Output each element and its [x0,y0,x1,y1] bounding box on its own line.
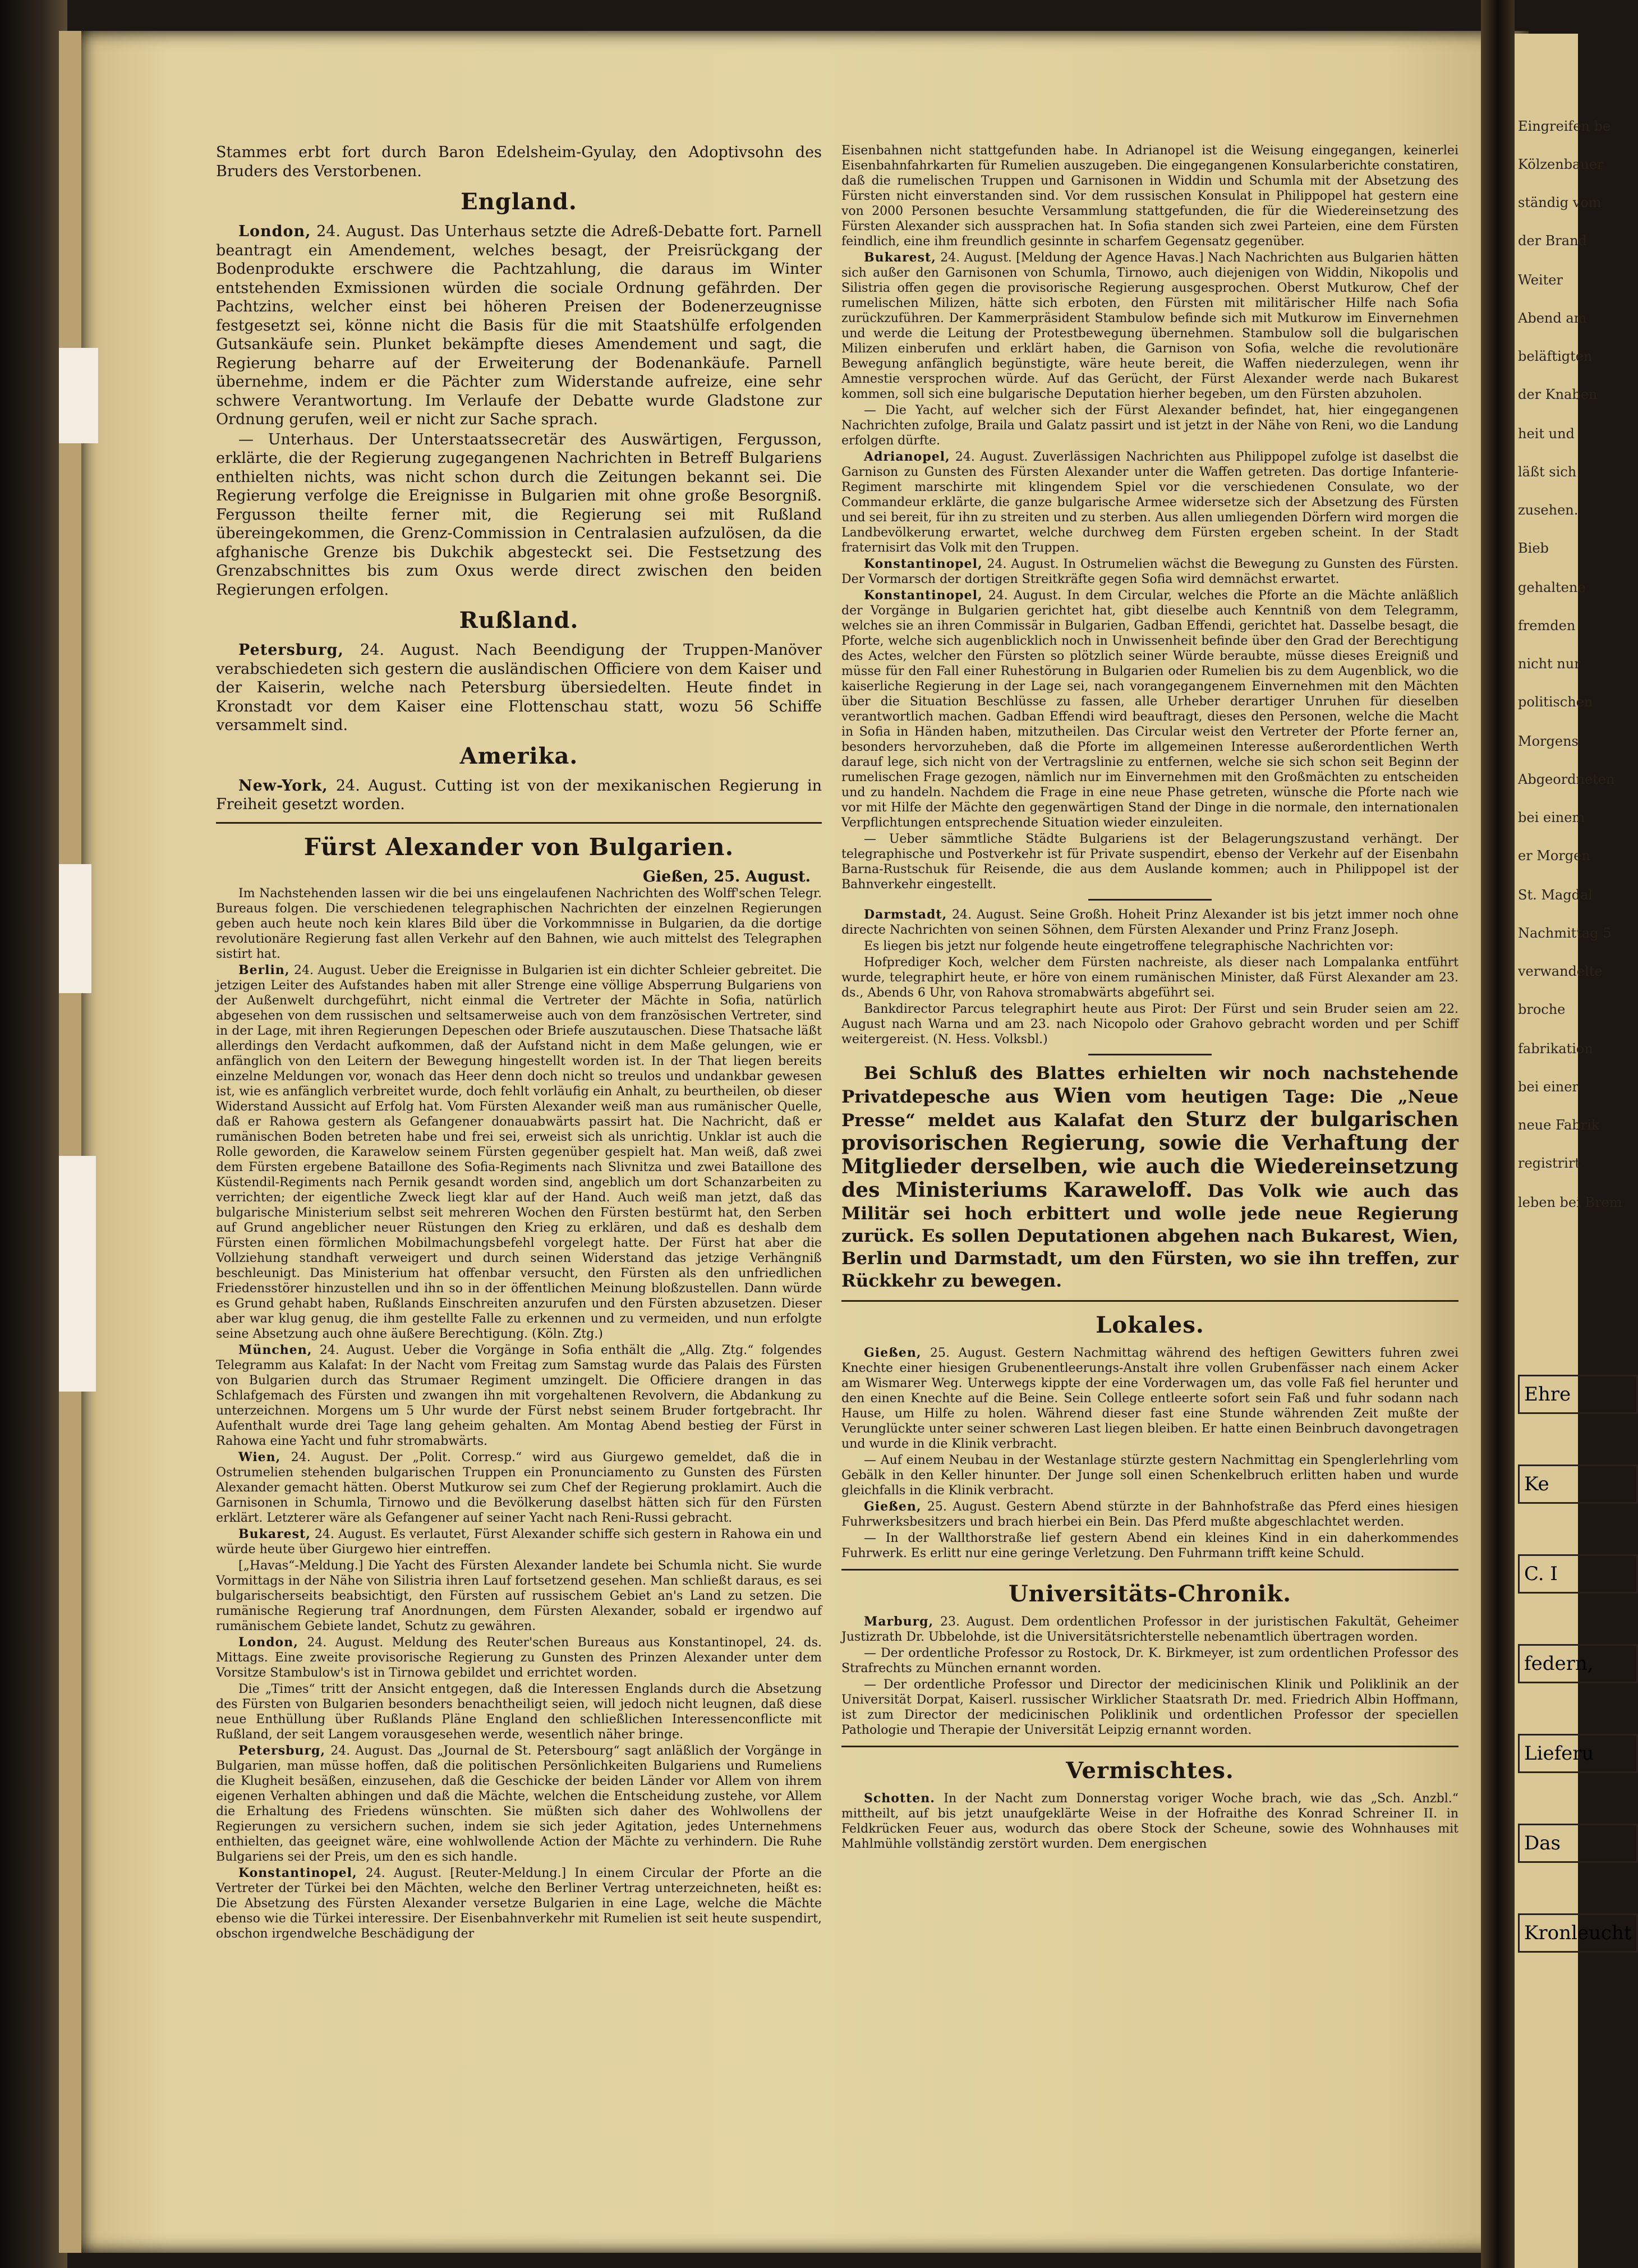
late-dispatch: Bei Schluß des Blattes erhielten wir noch nachstehende Privatdepesche aus Wien vom heutigen Tage: Die „Neue Presse“ meldet aus Kalafat den Sturz der bulgarischen provisorischen Regierung, sowie die Verhaftung der Mitglieder derselben, wie auch die Wiedereinsetzung des Ministeriums Karaweloff. Das Volk wie auch das Militär sei hoch erbittert und wolle jede neue Regierung zurück. Es sollen Deputationen abgehen nach Bukarest, Wien, Berlin und Darmstadt, um den Fürsten, wo sie ihn treffen, zur Rückkehr zu bewegen. [841,1063,1458,1291]
facing-page-fragment: Weiter [1518,272,1563,288]
article-london: London, 24. August. Das Unterhaus setzte die Adreß-Debatte fort. Parnell beantragt ein Amendement, welches besagt, der Preisrückgang der Bodenprodukte erschwere die Pachtzahlung, die daraus im Winter entstehenden Exmissionen würden die sociale Ordnung gefährden. Der Pachtzins, welcher einst bei höheren Preisen der Bodenerzeugnisse festgesetzt sei, könne nicht die Basis für die mit Staatshülfe erfolgenden Gutsankäufe sein. Plunket bekämpfte dieses Amendement und sagt, die Regierung beharre auf der Erweiterung der Bodenankäufe. Parnell übernehme, indem er die Pächter zum Widerstande aufreize, eine sehr schwere Verantwortung. Im Verlaufe der Debatte wurde Gladstone zur Ordnung gerufen, weil er nicht zur Sache sprach. [216,223,822,428]
book-gutter [1481,0,1515,2268]
facing-page-fragment: politischen [1518,694,1593,710]
article-newyork: New-York, 24. August. Cutting ist von der mexikanischen Regierung in Freiheit gesetzt worden. [216,777,822,813]
facing-page-fragment: verwandelte [1518,963,1603,979]
facing-page-fragment: ständig vom [1518,195,1602,210]
intro-text: Stammes erbt fort durch Baron Edelsheim-Gyulay, den Adoptivsohn des Bruders des Verstorbenen. [216,144,822,180]
facing-page-ad: Ke [1518,1464,1638,1504]
facing-page-ad: federn, [1518,1644,1638,1683]
facing-page-ad: Das [1518,1824,1638,1863]
rule [1088,1054,1212,1055]
heading-universitaets-chronik: Universitäts-Chronik. [1008,1581,1292,1607]
facing-page-fragment: Bieb [1518,540,1549,556]
facing-page-fragment: heit und [1518,426,1575,442]
facing-page-fragment: nicht nur [1518,656,1581,672]
left-column [216,143,822,1943]
heading-lokales: Lokales. [1096,1312,1204,1338]
facing-page-fragment: fabrikation [1518,1041,1593,1057]
article-unterhaus: — Unterhaus. Der Unterstaatssecretär des Auswärtigen, Fergusson, erklärte, die der Regierung zugegangenen Nachrichten in Betreff Bulgariens enthielten nichts, was nicht schon durch die Zeitungen bekannt sei. Die Regierung verfolge die Ereignisse in Bulgarien mit ohne große Besorgniß. Fergusson theilte ferner mit, die Regierung sei mit Rußland übereingekommen, die Grenz-Commission in Centralasien aufzulösen, da die afghanische Grenze bis Dukchik abgesteckt sei. Die Festsetzung des Grenzabschnittes bis zum Oxus werde direct zwischen den beiden Regierungen erfolgen. [216,430,822,599]
rule [1088,899,1212,901]
facing-page-fragment: gehaltene [1518,580,1586,595]
heading-russland: Rußland. [459,607,579,633]
facing-page-text-fragments [1518,118,1622,1232]
facing-page-fragment: der Brand [1518,233,1587,249]
dateline: London, [238,223,311,240]
facing-page-fragment: bei einem [1518,810,1585,825]
facing-page-fragment: zusehen. [1518,502,1579,518]
torn-edge-1 [59,348,98,443]
heading-bulgarien: Fürst Alexander von Bulgarien. [303,833,734,861]
facing-page-fragment: Abgeordneten [1518,772,1615,787]
torn-edge-2 [59,864,91,993]
heading-amerika: Amerika. [459,742,578,769]
facing-page-ad: Kronleucht [1518,1913,1638,1953]
facing-page-fragment: neue Fabrik [1518,1117,1600,1133]
facing-page-fragment: leben bei Brem [1518,1195,1622,1210]
section-rule [216,822,822,824]
right-column: Eisenbahnen nicht stattgefunden habe. In Adrianopel ist die Weisung eingegangen, keinerlei Eisenbahnfahrkarten für Rumelien auszugeben. Die eingegangenen Konsularberichte constatiren, daß die rumelischen Truppen und Garnisonen in Widdin und Schumla mit der Absetzung des Fürsten nicht einverstanden sind. Vor dem russischen Konsulat in Philippopel hat gestern eine von 2000 Personen besuchte Versammlung stattgefunden, die für die Wiedereinsetzung des Fürsten Alexander sich aussprachen hat. In Sofia standen sich zwei Parteien, eine dem Fürsten feindlich, eine ihm freundlich gesinnte in scharfem Gegensatz gegenüber. Bukarest, 24. August. [Meldung der Agence Havas.] Nach Nachrichten aus Bulgarien hätten sich außer den Garnisonen von Schumla, Tirnowo, auch diejenigen von Widdin, Nikopolis und Silistria offen gegen die provisorische Regierung ausgesprochen. Oberst Mutkurow, Chef der rumelischen Milizen, hätte sich erboten, den Fürsten mit militärischer Hilfe nach Sofia zurückzuführen. Der Kammerpräsident Stambulow befinde sich mit Mutkurow im Einvernehmen und werde die Leitung der Protestbewegung übernehmen. Stambulow soll die bulgarischen Milizen einberufen und erklärt haben, die Garnison von Sofia, welche die revolutionäre Bewegung anfänglich begünstigte, wäre heute bereit, die Waffen niederzulegen, wenn ihr Amnestie versprochen würde. Auf das Gerücht, der Fürst Alexander werde nach Bukarest kommen, soll sich eine bulgarische Deputation hierher begeben, um den Fürsten abzuholen. — Die Yacht, auf welcher sich der Fürst Alexander befindet, hat, hier eingegangenen Nachrichten zufolge, Braila und Galatz passirt und ist jetzt in der Nähe von Reni, wo die Landung erfolgen dürfte. Adrianopel, 24. August. Zuverlässigen Nachrichten aus Philippopel zufolge ist daselbst die Garnison zu Gunsten des Fürsten Alexander unter die Waffen getreten. Das dortige Infanterie-Regiment marschirte mit klingendem Spiel vor die verschiedenen Consulate, wo der Commandeur erklärte, die ganze bulgarische Armee widersetze sich der Absetzung des Fürsten und sei bereit, für ihn zu streiten und zu sterben. Aus allen umliegenden Dörfern wird morgen die Landbevölkerung erwartet, welche durchweg dem Fürsten ergeben scheint. In der Stadt fraternisirt das Volk mit den Truppen. Konstantinopel, 24. August. In Ostrumelien wächst die Bewegung zu Gunsten des Fürsten. Der Vormarsch der dortigen Streitkräfte gegen Sofia wird demnächst erwartet. Konstantinopel, 24. August. In dem Circular, welches die Pforte an die Mächte anläßlich der Vorgänge in Bulgarien gerichtet hat, gibt dieselbe auch Kenntniß von dem Telegramm, welches sie an ihren Commissär in Bulgarien, Gadban Effendi, gerichtet hat. Dasselbe besagt, die Pforte, welche sich augenblicklich noch in Unwissenheit befinde über den Grad der Berechtigung des Actes, welcher den Fürsten so plötzlich seiner Würde beraubte, müsse dieses Ereigniß und müsse für den Fall einer Ruhestörung in Bulgarien oder Rumelien bis zu dem Augenblick, wo die kaiserliche Regierung in der Lage sei, nach vorangegangenem Einvernehmen mit den Mächten über die Situation Beschlüsse zu fassen, alle Urheber derartiger Unruhen für dieselben verantwortlich machen. Gadban Effendi wird beauftragt, dieses den Personen, welche die Macht in Sofia in Händen haben, mitzutheilen. Das Circular weist den Vertreter der Pforte ferner an, besonders hervorzuheben, daß die Pforte im allgemeinen Interesse außerordentlichen Werth darauf lege, sich nicht von der Vertragslinie zu entfernen, welche sie sich schon seit Beginn der rumelischen Frage gezogen, nämlich nur im Einvernehmen mit den Großmächten zu entscheiden und zu handeln. Nachdem die Frage in eine neue Phase getreten, wünsche die Pforte nach wie vor mit Hilfe der Mächte den gegenwärtigen Stand der Dinge in die normale, den internationalen Verpflichtungen entsprechende Situation wieder einzuleiten. — Ueber sämmtliche Städte Bulgariens ist der Belagerungszustand verhängt. Der telegraphische und Postverkehr ist für Private suspendirt, ebenso der Verkehr auf der Eisenbahn Barna-Rustschuk für Reisende, die aus dem Auslande kommen; auch in Philippopel ist der Bahnverkehr eingestellt. Darmstadt, 24. August. Seine Großh. Hoheit Prinz Alexander ist bis jetzt immer noch ohne directe Nachrichten von seinen Söhnen, dem Fürsten Alexander und Prinz Franz Joseph. Es liegen bis jetzt nur folgende heute eingetroffene telegraphische Nachrichten vor: Hofprediger Koch, welcher dem Fürsten nachreiste, als dieser nach Lompalanka entführt wurde, telegraphirt heute, er höre von einem rumänischen Minister, daß Fürst Alexander am 23. ds., Abends 6 Uhr, von Rahova stromabwärts abgeführt sei. Bankdirector Parcus telegraphirt heute aus Pirot: Der Fürst und sein Bruder seien am 22. August nach Warna und am 23. nach Nicopolo oder Grahovo gebracht worden und per Schiff weitergereist. (N. Hess. Volksbl.) Bei Schluß des Blattes erhielten wir noch nachstehende Privatdepesche aus Wien vom heutigen Tage: Die „Neue Presse“ meldet aus Kalafat den Sturz der bulgarischen provisorischen Regierung, sowie die Verhaftung der Mitglieder derselben, wie auch die Wiedereinsetzung des Ministeriums Karaweloff. Das Volk wie auch das Militär sei hoch erbittert und wolle jede neue Regierung zurück. Es sollen Deputationen abgehen nach Bukarest, Wien, Berlin und Darmstadt, um den Fürsten, wo sie ihn treffen, zur Rückkehr zu bewegen. Lokales. Gießen, 25. August. Gestern Nachmittag während des heftigen Gewitters fuhren zwei Knechte einer hiesigen Grubenentleerungs-Anstalt ihre vollen Grubenfässer nach einem Acker am Wismarer Weg. Unterwegs kippte der eine Vorderwagen um, das volle Faß fiel herunter und den einen Knechte auf die Beine. Sein College entleerte sofort sein Faß und fuhr sodann nach Hause, um Hilfe zu holen. Während dieser fast eine Stunde währenden Zeit mußte der Verunglückte unter seiner schweren Last liegen bleiben. Er hatte einen Beinbruch davongetragen und wurde in die Klinik verbracht. — Auf einem Neubau in der Westanlage stürzte gestern Nachmittag ein Spenglerlehrling vom Gebälk in den Keller hinunter. Der Junge soll einen Schenkelbruch erlitten haben und wurde gleichfalls in die Klinik verbracht. Gießen, 25. August. Gestern Abend stürzte in der Bahnhofstraße das Pferd eines hiesigen Fuhrwerksbesitzers und brach hierbei ein Bein. Das Pferd mußte abgeschlachtet werden. — In der Wallthorstraße lief gestern Abend ein kleines Kind in ein daherkommendes Fuhrwerk. Es erlitt nur eine geringe Verletzung. Den Fuhrmann trifft keine Schuld. Universitäts-Chronik. Marburg, 23. August. Dem ordentlichen Professor in der juristischen Fakultät, Geheimer Justizrath Dr. Ubbelohde, ist die Universitätsrichterstelle nebenamtlich übertragen worden. — Der ordentliche Professor zu Rostock, Dr. K. Birkmeyer, ist zum ordentlichen Professor des Strafrechts zu München ernannt worden. — Der ordentliche Professor und Director der medicinischen Klinik und Poliklinik an der Universität Dorpat, Kaiserl. russischer Wirklicher Staatsrath Dr. med. Friedrich Albin Hoffmann, ist zum Director der medicinischen Poliklinik und ordentlichen Professor der speciellen Pathologie und Therapie der Universität Leipzig ernannt worden. Vermischtes. Schotten. In der Nacht zum Donnerstag voriger Woche brach, wie das „Sch. Anzbl.“ mittheilt, auf bis jetzt unaufgeklärte Weise in der Hofraithe des Konrad Schreiner II. in Feldkrücken Feuer aus, wodurch das obere Stock der Scheune, sowie des Wohnhauses mit Mahlmühle vollständig zerstört wurden. Dem energischen [841,144,1459,1851]
facing-page-ad: Ehre [1518,1375,1638,1414]
facing-page-ads [1518,1369,1638,2003]
facing-page-fragment: bei einer [1518,1079,1579,1095]
facing-page-fragment: der Knaben [1518,387,1598,402]
facing-page-fragment: Eingreifen be [1518,118,1611,134]
section-rule [841,1569,1458,1571]
section-rule [841,1300,1458,1302]
bulgarien-body: Im Nachstehenden lassen wir die bei uns eingelaufenen Nachrichten des Wolff'schen Telegr. Bureaus folgen. Die verschiedenen telegraphischen Nachrichten der einzelnen Regierungen geben auch heute noch kein klares Bild über die Vorkommnisse in Bulgarien, da die dortige revolutionäre Regierung fast allen Verkehr auf den Bahnen, wie auch mittelst des Telegraphen sistirt hat. Berlin, 24. August. Ueber die Ereignisse in Bulgarien ist ein dichter Schleier gebreitet. Die jetzigen Leiter des Aufstandes haben mit aller Strenge eine völlige Absperrung Bulgariens von der Außenwelt durchgeführt, nicht einmal die Vertreter der Mächte in Sofia, natürlich abgesehen von dem russischen und seltsamerweise auch von dem französischen Vertreter, sind in der Lage, mit ihren Regierungen Depeschen oder Briefe auszutauschen. Diese Thatsache läßt allerdings den Verdacht aufkommen, daß der Aufstand nicht in dem Maße gelungen, wie er anfänglich von den Leitern der Bewegung hingestellt worden ist. In der That liegen bereits einzelne Meldungen vor, wonach das Heer denn doch nicht so treulos und undankbar gewesen ist, wie es anfänglich verbreitet wurde, doch fehlt vorläufig ein Anhalt, zu beurtheilen, ob dieser Widerstand Aussicht auf Erfolg hat. Vom Fürsten Alexander weiß man aus rumänischer Quelle, daß er Rahowa gestern als Gefangener donauabwärts passirt hat. Die Nachricht, daß er rumänischen Boden betreten habe und frei sei, erweist sich als unrichtig. Unklar ist auch die Rolle geworden, die Karawelow seinem Fürsten gegenüber gespielt hat. Man weiß, daß zwei dem Fürsten ergebene Bataillone des Sofia-Regiments nach Slivnitza und zwei Bataillone des Küstendil-Regiments nach Pernik gesandt worden sind, angeblich um dort Schanzarbeiten zu verrichten; der eigentliche Zweck liegt klar auf der Hand. Auch weiß man jetzt, daß das bulgarische Ministerium selbst seit mehreren Wochen den Fürsten bestürmt hat, den Serben auf Grund angeblicher neuer Rüstungen den Krieg zu erklären, und daß es deshalb dem Fürsten einen förmlichen Mobilmachungsbefehl vorgelegt hatte. Der Fürst hat aber die Vollziehung standhaft verweigert und durch seinen Widerstand das jetzige Verhängniß beschleunigt. Das Ministerium hat offenbar versucht, den Fürsten als den unfriedlichen Friedensstörer hinzustellen und ihn so in der öffentlichen Meinung bloßzustellen. Dann würde es Grund gehabt haben, Rußlands Einschreiten anzurufen und den Fürsten abzusetzen. Dieser aber war klug genug, die ihm gestellte Falle zu erkennen und zu vermeiden, und nun erfolgte seine Absetzung auch ohne äußere Berechtigung. (Köln. Ztg.) München, 24. August. Ueber die Vorgänge in Sofia enthält die „Allg. Ztg.“ folgendes Telegramm aus Kalafat: In der Nacht vom Freitag zum Samstag wurde das Palais des Fürsten von Bulgarien durch das Strumaer Regiment umzingelt. Die Officiere drangen in das Schlafgemach des Fürsten und zwangen ihn mit vorgehaltenen Revolvern, die Abdankung zu unterzeichnen. Morgens um 5 Uhr wurde der Fürst nebst seinem Bruder fortgebracht. Ihr Aufenthalt wurde drei Tage lang geheim gehalten. Am Montag Abend bestieg der Fürst in Rahowa eine Yacht und fuhr stromabwärts. Wien, 24. August. Der „Polit. Corresp.“ wird aus Giurgewo gemeldet, daß die in Ostrumelien stehenden bulgarischen Truppen ein Pronunciamento zu Gunsten des Fürsten Alexander gemacht hätten. Oberst Mutkurow sei zum Chef der Regierung proklamirt. Auch die Garnisonen in Schumla, Tirnowo und die Bevölkerung daselbst hätten sich für den Fürsten erklärt. Letzterer wäre als Gefangener auf seiner Yacht nach Reni-Russi gebracht. Bukarest, 24. August. Es verlautet, Fürst Alexander schiffe sich gestern in Rahowa ein und würde heute über Giurgewo hier eintreffen. [„Havas“-Meldung.] Die Yacht des Fürsten Alexander landete bei Schumla nicht. Sie wurde Vormittags in der Nähe von Silistria ihren Lauf fortsetzend gesehen. Man schließt daraus, es sei bulgarischerseits beabsichtigt, den Fürsten auf russischem Gebiet an's Land zu setzen. Die rumänische Regierung traf Anordnungen, dem Fürsten Alexander, sobald er irgendwo auf rumänischem Gebiete landet, Schutz zu gewähren. London, 24. August. Meldung des Reuter'schen Bureaus aus Konstantinopel, 24. ds. Mittags. Eine zweite provisorische Regierung zu Gunsten des Prinzen Alexander unter dem Vorsitze Stambulow's ist in Tirnowa gebildet und errichtet worden. Die „Times“ tritt der Ansicht entgegen, daß die Interessen Englands durch die Absetzung des Fürsten von Bulgarien besonders benachtheiligt seien, will jedoch nicht leugnen, daß diese neue Enthüllung über Rußlands Pläne England den schließlichen Interessenconflicte mit Rußland, der seit Langem vorausgesehen werde, wesentlich näher bringe. Petersburg, 24. August. Das „Journal de St. Petersbourg“ sagt anläßlich der Vorgänge in Bulgarien, man müsse hoffen, daß die politischen Persönlichkeiten Bulgariens und Rumeliens die Klugheit besäßen, einzusehen, daß die Geschicke der beiden Länder vor Allem von ihrem eigenen Verhalten abhingen und daß die Mächte, welchen die Entscheidung zustehe, vor Allem die Erhaltung des Friedens wünschten. Sie müßten sich daher des Wohlwollens der Regierungen zu versichern suchen, indem sie sich jeder Agitation, jedes Unternehmens enthielten, das geeignet wäre, eine wohlwollende Action der Mächte zu verhindern. Die Ruhe Bulgariens sei der Preis, um den es sich handle. Konstantinopel, 24. August. [Reuter-Meldung.] In einem Circular der Pforte an die Vertreter der Türkei bei den Mächten, welche den Berliner Vertrag unterzeichneten, heißt es: Die Absetzung des Fürsten Alexander versetze Bulgarien in eine Lage, welche die Mächte ebenso wie die Türkei interessire. Der Eisenbahnverkehr mit Rumelien ist seit heute suspendirt, obschon irgendwelche Beschädigung der [216,887,822,1941]
facing-page-edge [1515,34,1632,2268]
facing-page-fragment: Abend am [1518,310,1587,326]
facing-page-ad: Lieferu [1518,1734,1638,1773]
facing-page-fragment: Morgens [1518,733,1579,749]
bulgarien-date: Gießen, 25. August. [642,867,811,885]
heading-vermischtes: Vermischtes. [1066,1757,1234,1784]
scan-left-edge [0,0,67,2268]
heading-england: England. [461,189,577,215]
facing-page-fragment: beläftigten [1518,348,1593,364]
section-rule [841,1746,1458,1747]
facing-page-fragment: broche [1518,1002,1566,1017]
torn-edge-3 [59,1156,96,1392]
article-petersburg: Petersburg, 24. August. Nach Beendigung der Truppen-Manöver verabschiedeten sich gestern die ausländischen Officiere von dem Kaiser und der Kaiserin, welche nach Petersburg übersiedelten. Heute findet in Kronstadt vor dem Kaiser eine Flottenschau statt, wozu 56 Schiffe versammelt sind. [216,641,822,734]
facing-page-fragment: Nachmittag 5 [1518,925,1612,941]
facing-page-fragment: St. Magdal [1518,887,1593,903]
facing-page-fragment: Kölzenbauer [1518,157,1604,172]
facing-page-ad: C. I [1518,1554,1638,1594]
facing-page-fragment: fremden [1518,618,1576,633]
facing-page-fragment: registrirt [1518,1155,1580,1171]
facing-page-fragment: läßt sich [1518,464,1577,480]
facing-page-fragment: er Morgen [1518,848,1590,864]
